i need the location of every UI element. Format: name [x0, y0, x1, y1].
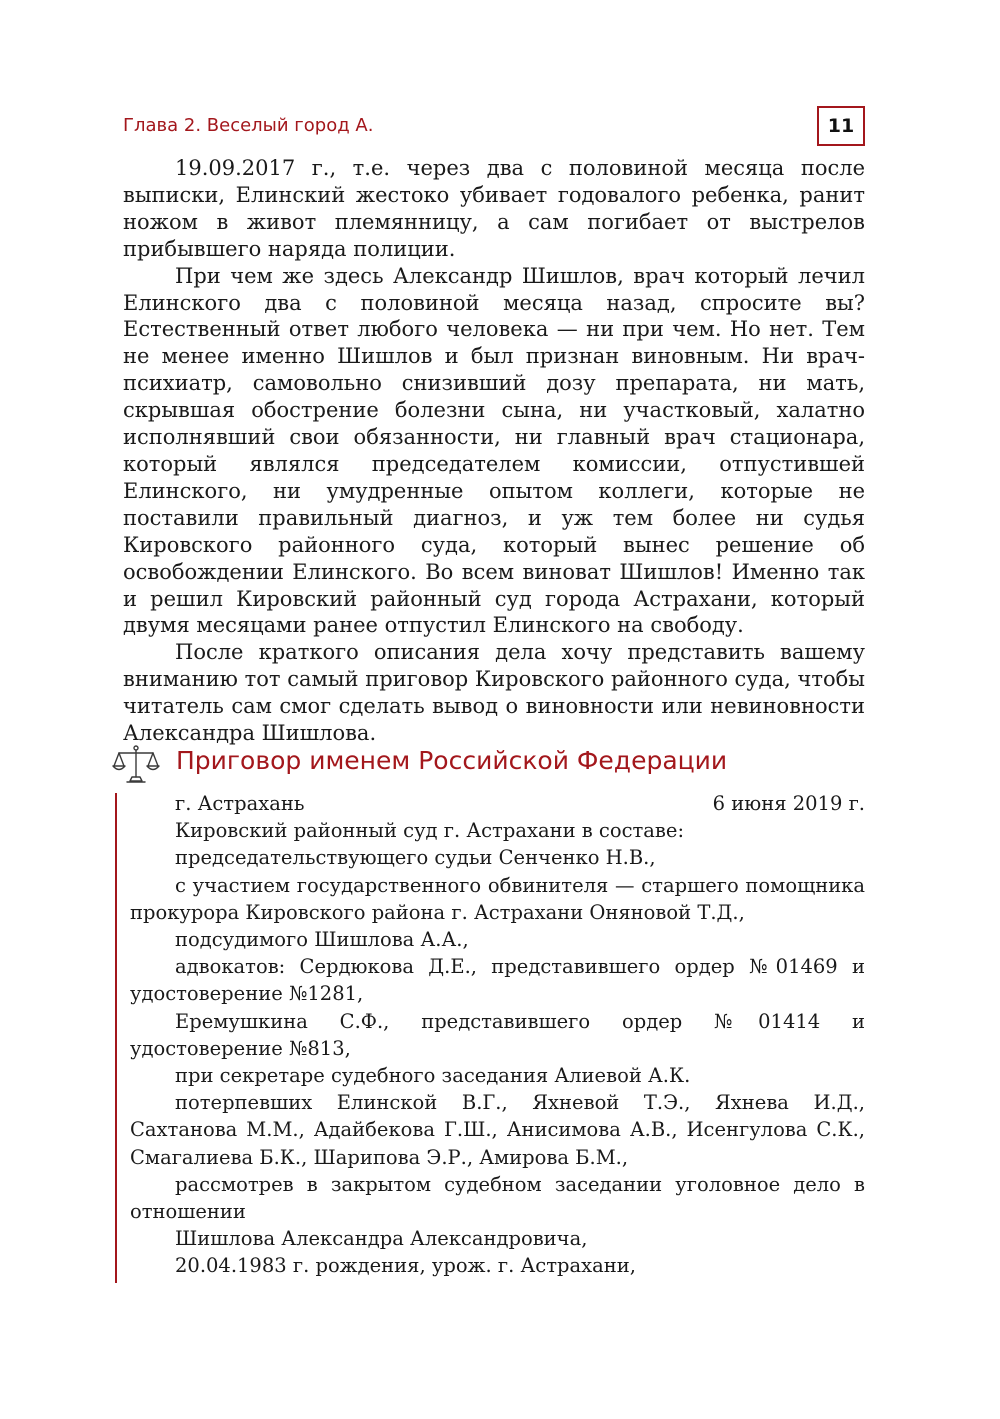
verdict-line: рассмотрев в закрытом судебном заседании уголовное дело в отношении — [130, 1172, 865, 1224]
verdict-date: 6 июня 2019 г. — [712, 792, 865, 815]
verdict-line: Еремушкина С.Ф., представившего ордер №01414 и удостоверение №813, — [130, 1009, 865, 1060]
verdict-line: потерпевших Елинской В.Г., Яхневой Т.Э., Яхнева И.Д., Сахтанова М.М., Адайбекова Г.Ш., Анисимова А.В., Исенгулова С.К., Смагалиева Б.К., Шарипова Э.Р., Амирова Б.М., — [130, 1091, 865, 1169]
verdict-line: адвокатов: Сердюкова Д.Е., представившего ордер №01469 и удостоверение №1281, — [130, 955, 865, 1006]
verdict-line: при секретаре судебного заседания Алиевой А.К. — [175, 1064, 691, 1088]
verdict-line: 20.04.1983 г. рождения, урож. г. Астрахани, — [175, 1254, 636, 1278]
chapter-title: Глава 2. Веселый город А. — [123, 115, 374, 136]
verdict-text — [130, 790, 865, 1280]
page-number: 11 — [817, 106, 865, 146]
body-text — [123, 155, 865, 747]
verdict-line: подсудимого Шишлова А.А., — [175, 928, 469, 952]
section-title: Приговор именем Российской Федерации — [176, 746, 728, 775]
verdict-place: г. Астрахань — [175, 792, 305, 815]
body-paragraph: После краткого описания дела хочу представить вашему вниманию тот самый приговор Кировского районного суда, чтобы читатель сам смог сделать вывод о виновности или невиновности Александра Шишлова. — [123, 640, 865, 746]
verdict-line: Шишлова Александра Александровича, — [175, 1227, 588, 1251]
verdict-accent-bar — [115, 793, 117, 1283]
scales-of-justice-icon — [112, 744, 160, 784]
verdict-line: Кировский районный суд г. Астрахани в составе: — [175, 819, 685, 843]
body-paragraph: 19.09.2017 г., т.е. через два с половиной месяца после выписки, Елинский жестоко убивает годовалого ребенка, ранит ножом в живот племянницу, а сам погибает от выстрелов прибывшего наряда полиции. — [123, 156, 865, 261]
body-paragraph: При чем же здесь Александр Шишлов, врач который лечил Елинского два с половиной месяца назад, спросите вы? Естественный ответ любого человека — ни при чем. Но нет. Тем не менее именно Шишлов и был признан виновным. Ни врач-психиатр, самовольно снизивший дозу препарата, ни мать, скрывшая обострение болезни сына, ни участковый, халатно исполнявший свои обязанности, ни главный врач стационара, который являлся председателем комиссии, отпустившей Елинского, ни умудренные опытом коллеги, которые не поставили правильный диагноз, и уж тем более ни судья Кировского районного суда, который вынес решение об освобождении Елинского. Во всем виноват Шишлов! Именно так и решил Кировский районный суд города Астрахани, который двумя месяцами ранее отпустил Елинского на свободу. — [123, 263, 865, 638]
verdict-place-date — [130, 790, 865, 817]
section-heading — [112, 742, 872, 786]
verdict-line: с участием государственного обвинителя — старшего помощника прокурора Кировского района г. Астрахани Оняновой Т.Д., — [130, 873, 865, 924]
verdict-line: председательствующего судьи Сенченко Н.В., — [175, 846, 656, 870]
